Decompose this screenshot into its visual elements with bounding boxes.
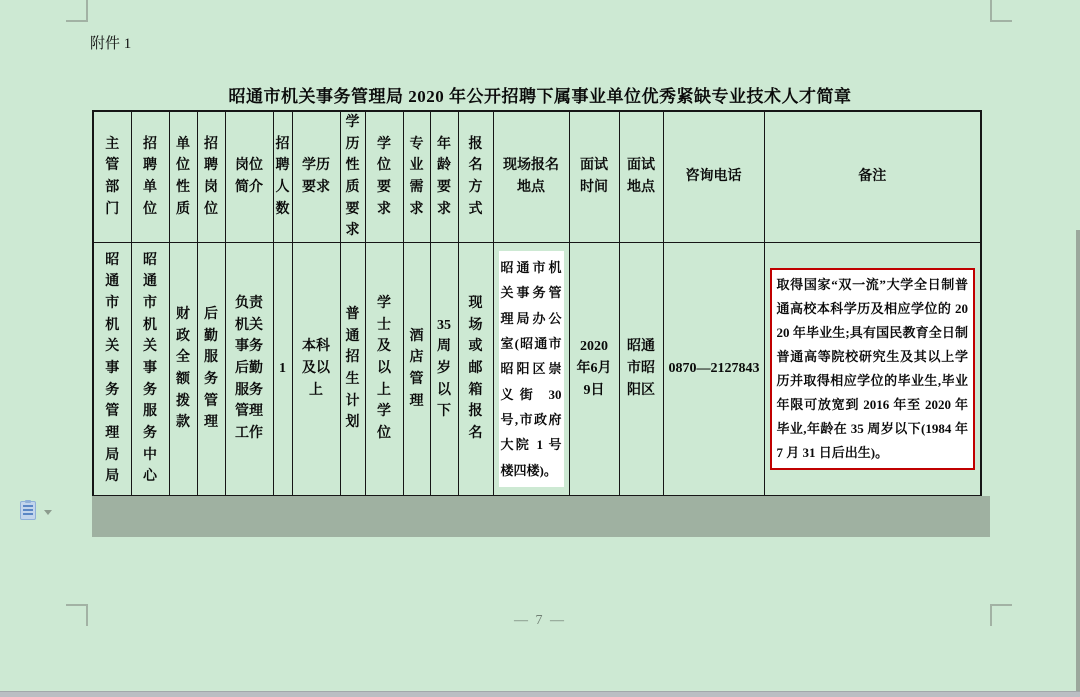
header-education-req: 学历要求: [292, 111, 340, 243]
header-education-type-req: 学历性质要求: [340, 111, 365, 243]
cell-onsite-apply-place: [493, 243, 569, 496]
cell-major-req: 酒店管理: [403, 243, 430, 496]
crop-mark-top-right: [990, 0, 1012, 22]
header-major-req: 专业需求: [403, 111, 430, 243]
header-interview-time: 面试时间: [569, 111, 619, 243]
header-recruiting-unit: 招聘单位: [131, 111, 169, 243]
crop-mark-top-left: [66, 0, 88, 22]
remark-red-box: 取得国家“双一流”大学全日制普通高校本科学历及相应学位的 2020 年毕业生;具有国民教育全日制普通高等院校研究生及其以上学历并取得相应学位的毕业生,毕业年限可放宽到 2016 年至 2020 年毕业,年龄在 35 周岁以下(1984 年 7 月 31 日后出生)。: [770, 268, 976, 470]
cell-interview-place: 昭通市昭阳区: [619, 243, 663, 496]
header-onsite-apply-place: 现场报名地点: [493, 111, 569, 243]
cell-headcount: 1: [273, 243, 292, 496]
right-scrollbar[interactable]: [1076, 230, 1080, 691]
cell-degree-req: 学士及以上学位: [365, 243, 403, 496]
cell-unit-nature: 财政全额拨款: [169, 243, 197, 496]
cell-age-req: 35周岁以下: [430, 243, 458, 496]
cell-supervising-dept: 昭通市机关事务管理局局: [93, 243, 131, 496]
header-interview-place: 面试地点: [619, 111, 663, 243]
table-row: [93, 243, 981, 496]
cell-apply-method: 现场或邮箱报名: [458, 243, 493, 496]
header-headcount: 招聘人数: [273, 111, 292, 243]
header-position: 招聘岗位: [197, 111, 225, 243]
highlighted-address-text: 昭通市机关事务管理局办公室(昭通市昭阳区崇义街 30 号,市政府大院 1 号楼四楼)。: [499, 251, 564, 487]
bottom-scrollbar[interactable]: [0, 691, 1080, 697]
cell-education-type-req: 普通招生计划: [340, 243, 365, 496]
cell-recruiting-unit: 昭通市机关事务服务中心: [131, 243, 169, 496]
attachment-label: 附件 1: [90, 36, 132, 52]
page-number: — 7 —: [514, 613, 566, 628]
header-age-req: 年龄要求: [430, 111, 458, 243]
selection-band: [92, 496, 990, 537]
header-unit-nature: 单位性质: [169, 111, 197, 243]
header-degree-req: 学位要求: [365, 111, 403, 243]
header-apply-method: 报名方式: [458, 111, 493, 243]
cell-position-intro: 负责机关事务后勤服务管理工作: [225, 243, 273, 496]
header-supervising-dept: 主管部门: [93, 111, 131, 243]
cell-position: 后勤服务管理: [197, 243, 225, 496]
cell-interview-time: 2020年6月9日: [569, 243, 619, 496]
chevron-down-icon: [44, 510, 52, 515]
header-row: [93, 111, 981, 243]
paste-clipboard-icon: [20, 501, 36, 520]
header-position-intro: 岗位简介: [225, 111, 273, 243]
recruitment-table: [92, 110, 982, 497]
paste-options-button[interactable]: [20, 501, 54, 523]
header-contact-phone: 咨询电话: [663, 111, 764, 243]
cell-contact-phone: 0870—2127843: [663, 243, 764, 496]
cell-remarks: [764, 243, 981, 496]
page-title: 昭通市机关事务管理局 2020 年公开招聘下属事业单位优秀紧缺专业技术人才简章: [228, 87, 852, 106]
header-remarks: 备注: [764, 111, 981, 243]
cell-education-req: 本科及以上: [292, 243, 340, 496]
